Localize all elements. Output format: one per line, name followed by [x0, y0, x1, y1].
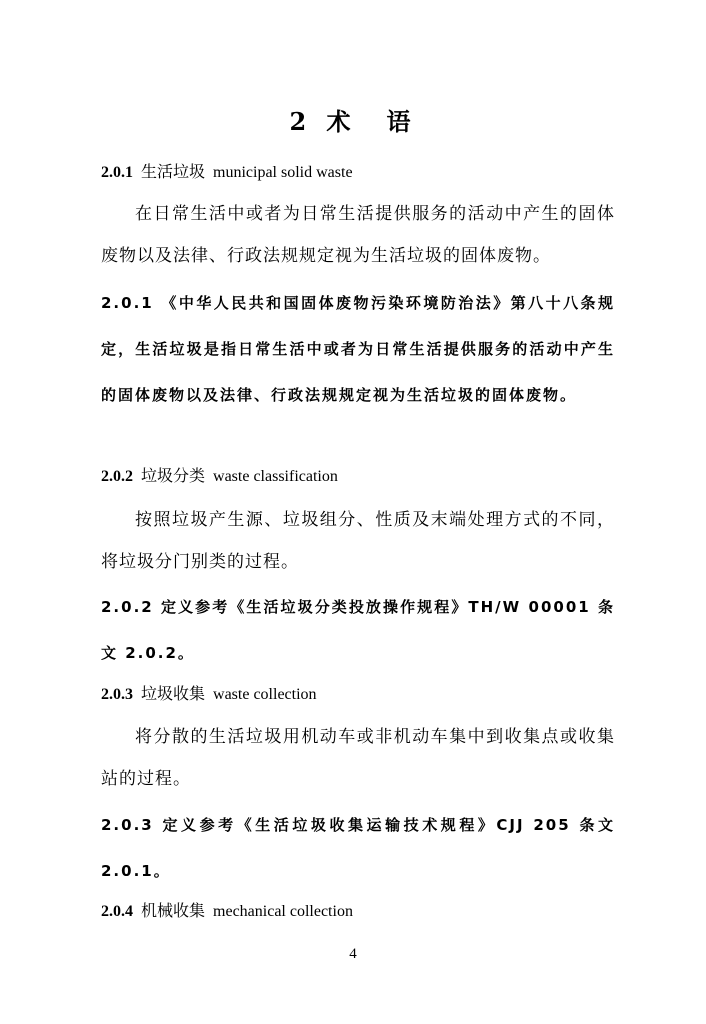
term-english-name: mechanical collection — [213, 903, 353, 920]
term-heading-2-0-3 — [101, 682, 317, 707]
term-explanation-2-0-3: 2.0.3 定义参考《生活垃圾收集运输技术规程》CJJ 205 条文 2.0.1。 — [101, 816, 615, 880]
term-chinese-name: 生活垃圾 — [141, 162, 206, 181]
term-chinese-name: 垃圾分类 — [141, 466, 206, 485]
term-heading-2-0-4 — [101, 899, 353, 924]
page-number: 4 — [349, 946, 357, 962]
term-definition-2-0-1: 在日常生活中或者为日常生活提供服务的活动中产生的固体废物以及法律、行政法规规定视为生活垃圾的固体废物。 — [101, 204, 615, 266]
term-number: 2.0.3 — [101, 686, 133, 703]
chapter-title: 2 术 语 — [289, 107, 417, 136]
term-english-name: waste classification — [213, 468, 338, 485]
term-english-name: waste collection — [213, 686, 317, 703]
term-heading-2-0-2 — [101, 464, 338, 489]
term-definition-2-0-3: 将分散的生活垃圾用机动车或非机动车集中到收集点或收集站的过程。 — [101, 727, 615, 789]
term-number: 2.0.1 — [101, 164, 133, 181]
term-number: 2.0.2 — [101, 468, 133, 485]
term-heading-2-0-1 — [101, 160, 353, 185]
term-definition-2-0-2: 按照垃圾产生源、垃圾组分、性质及末端处理方式的不同，将垃圾分门别类的过程。 — [101, 510, 615, 572]
term-explanation-2-0-2: 2.0.2 定义参考《生活垃圾分类投放操作规程》TH/W 00001 条文 2.0.2。 — [101, 598, 615, 662]
term-chinese-name: 垃圾收集 — [141, 684, 206, 703]
term-explanation-2-0-1: 2.0.1 《中华人民共和国固体废物污染环境防治法》第八十八条规定，生活垃圾是指日常生活中或者为日常生活提供服务的活动中产生的固体废物以及法律、行政法规规定视为生活垃圾的固体废物。 — [101, 294, 615, 404]
term-chinese-name: 机械收集 — [141, 901, 206, 920]
term-english-name: municipal solid waste — [213, 164, 353, 181]
term-number: 2.0.4 — [101, 903, 133, 920]
